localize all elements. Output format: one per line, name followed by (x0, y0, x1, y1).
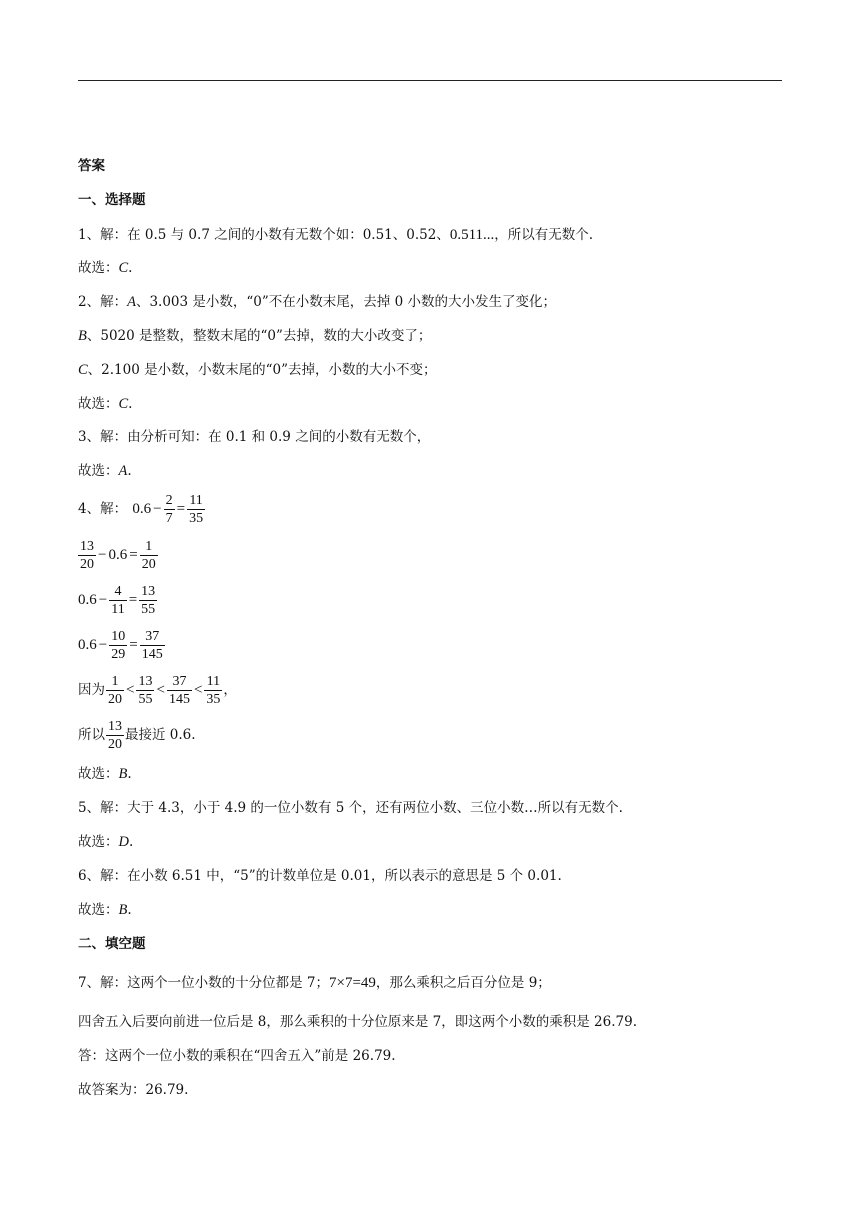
q4-eq1-result (187, 492, 205, 527)
q6-choice-prefix: 故选： (78, 902, 119, 918)
q4-eq4-frac (109, 628, 127, 663)
q4-so-end: 最接近 0.6. (125, 727, 196, 743)
q6-choice-end: . (127, 902, 132, 918)
q4-eq1-den: 7 (165, 511, 173, 526)
q2-choice-end: . (128, 396, 133, 412)
q4-choice-line (78, 766, 132, 782)
q4-eq1-op: − (153, 501, 162, 517)
q2-opt-b: B (78, 328, 87, 344)
q4-eq2-den: 20 (80, 557, 94, 572)
q5-choice-prefix: 故选： (78, 834, 119, 850)
q3-line: 3、解：由分析可知：在 0.1 和 0.9 之间的小数有无数个， (78, 429, 431, 445)
q4-lt-1: < (126, 682, 135, 698)
q4-eq2-op: − (98, 547, 107, 563)
q4-cmp-num-1: 1 (106, 673, 124, 691)
q3-choice-prefix: 故选： (78, 463, 119, 479)
q2-opt-c: C (78, 362, 88, 378)
q4-prefix: 4、解： (78, 501, 128, 517)
q4-cmp-num-3: 37 (167, 673, 192, 691)
q5-line: 5、解：大于 4.3，小于 4.9 的一位小数有 5 个，还有两位小数、三位小数…所以有无数个. (78, 800, 623, 816)
q2-text-a: 、3.003 是小数，“0”不在小数末尾，去掉 0 小数的大小发生了变化； (135, 294, 556, 310)
q7-math: 7×7=49 (328, 975, 376, 991)
q1-choice-prefix: 故选： (78, 260, 119, 276)
q4-cmp-den-4: 35 (206, 692, 221, 707)
q1-choice-end: . (128, 260, 133, 276)
q4-eq4-result (140, 628, 165, 663)
q4-choice: B (118, 766, 128, 782)
q4-eq3-op: − (98, 592, 108, 608)
q4-eq1-frac (164, 492, 175, 527)
section-choice-title: 一、选择题 (78, 192, 146, 208)
q4-cmp-frac-4 (204, 673, 222, 708)
q4-cmp-num-4: 11 (204, 673, 222, 691)
q4-eq1-rden: 35 (189, 511, 204, 526)
q4-eq4-op: − (98, 637, 108, 653)
q1-choice-line (78, 260, 132, 276)
q4-so-frac (106, 718, 124, 753)
q4-cmp-end: ， (223, 682, 237, 698)
q4-eq2-b: 0.6 (108, 547, 128, 563)
q2-line-c (78, 362, 437, 378)
q7-line-2: 四舍五入后要向前进一位后是 8，那么乘积的十分位原来是 7，即这两个小数的乘积是 26.79. (78, 1014, 637, 1030)
q4-so-den: 20 (108, 737, 122, 752)
q4-cmp-den-3: 145 (168, 692, 190, 707)
q7-line-3: 答：这两个一位小数的乘积在“四舍五入”前是 26.79. (78, 1048, 396, 1064)
q4-eq4-num: 10 (111, 629, 126, 644)
q2-prefix: 2、解： (78, 294, 128, 310)
q4-eq3-rden: 55 (141, 602, 156, 617)
q5-choice-end: . (128, 834, 134, 850)
q4-eq2 (78, 538, 159, 573)
q3-choice-end: . (127, 463, 132, 479)
q4-lt-3: < (193, 682, 203, 698)
q4-eq3-result (139, 583, 157, 618)
q5-choice: D (118, 834, 129, 850)
q3-choice: A (118, 463, 128, 479)
q5-choice-line (78, 834, 133, 850)
header-rule (78, 80, 782, 81)
q2-text-c: 、2.100 是小数，小数末尾的“0”去掉，小数的大小不变； (87, 362, 437, 378)
q2-opt-a: A (127, 294, 136, 310)
q4-lt-2: < (156, 682, 165, 698)
q6-choice-line (78, 902, 132, 918)
q4-eq1 (78, 492, 206, 527)
q4-so-num: 13 (108, 719, 122, 734)
q4-eq3 (78, 583, 158, 618)
q2-choice: C (118, 396, 129, 412)
q4-because: 因为 (78, 682, 105, 698)
q2-line-b (78, 328, 431, 344)
q4-eq4 (78, 628, 166, 663)
q4-eq2-frac (78, 538, 96, 573)
q2-choice-line (78, 396, 132, 412)
q4-eq3-den: 11 (111, 602, 125, 617)
q3-choice-line (78, 463, 132, 479)
q4-eq2-rnum: 1 (140, 538, 158, 556)
q4-cmp-den-1: 20 (108, 692, 122, 707)
q1-end: ，所以有无数个. (494, 227, 594, 243)
q7-text-a: 7、解：这两个一位小数的十分位都是 7； (78, 975, 329, 991)
q4-eq1-rnum: 11 (187, 492, 205, 510)
q4-eq4-eq: = (129, 637, 138, 653)
q4-cmp-frac-1 (106, 673, 124, 708)
q4-eq4-den: 29 (111, 647, 126, 662)
q4-cmp-frac-3 (167, 673, 192, 708)
q1-math: 0.511... (449, 227, 495, 243)
q4-conclusion (78, 718, 196, 753)
q4-eq4-rnum: 37 (140, 628, 165, 646)
answer-heading: 答案 (78, 158, 105, 174)
q4-cmp-num-2: 13 (138, 674, 153, 689)
q4-eq3-a: 0.6 (78, 592, 97, 608)
q4-choice-prefix: 故选： (78, 766, 119, 782)
q1-text: 1、解：在 0.5 与 0.7 之间的小数有无数个如：0.51、0.52、 (78, 227, 450, 243)
q6-choice: B (118, 902, 128, 918)
q4-eq2-result (140, 538, 158, 573)
q4-eq4-a: 0.6 (78, 637, 97, 653)
q7-line-4: 故答案为：26.79. (78, 1082, 189, 1098)
q4-eq4-rden: 145 (141, 647, 163, 662)
q4-cmp-den-2: 55 (138, 692, 153, 707)
q4-compare (78, 673, 237, 708)
q4-so: 所以 (78, 727, 105, 743)
q4-cmp-frac-2 (136, 673, 154, 708)
q4-choice-end: . (127, 766, 132, 782)
q4-eq3-rnum: 13 (141, 584, 156, 599)
q4-eq3-num: 4 (109, 583, 126, 601)
q4-eq2-num: 13 (80, 539, 94, 554)
q4-eq3-eq: = (128, 592, 138, 608)
q6-line: 6、解：在小数 6.51 中，“5”的计数单位是 0.01，所以表示的意思是 5 个 0.01. (78, 868, 562, 884)
q1-line (78, 227, 593, 243)
q1-choice: C (118, 260, 129, 276)
q7-line-1 (78, 975, 551, 991)
q7-text-b: ，那么乘积之后百分位是 9； (375, 975, 551, 991)
q4-eq1-eq: = (176, 501, 186, 517)
q4-eq2-eq: = (129, 547, 138, 563)
q4-eq3-frac (109, 583, 126, 618)
q4-eq2-rden: 20 (141, 557, 156, 572)
q2-choice-prefix: 故选： (78, 396, 119, 412)
q2-line-a (78, 294, 556, 310)
section-fill-title: 二、填空题 (78, 936, 146, 952)
q4-eq1-num: 2 (165, 493, 173, 508)
q4-eq1-a: 0.6 (132, 501, 152, 517)
q2-text-b: 、5020 是整数，整数末尾的“0”去掉，数的大小改变了； (86, 328, 432, 344)
